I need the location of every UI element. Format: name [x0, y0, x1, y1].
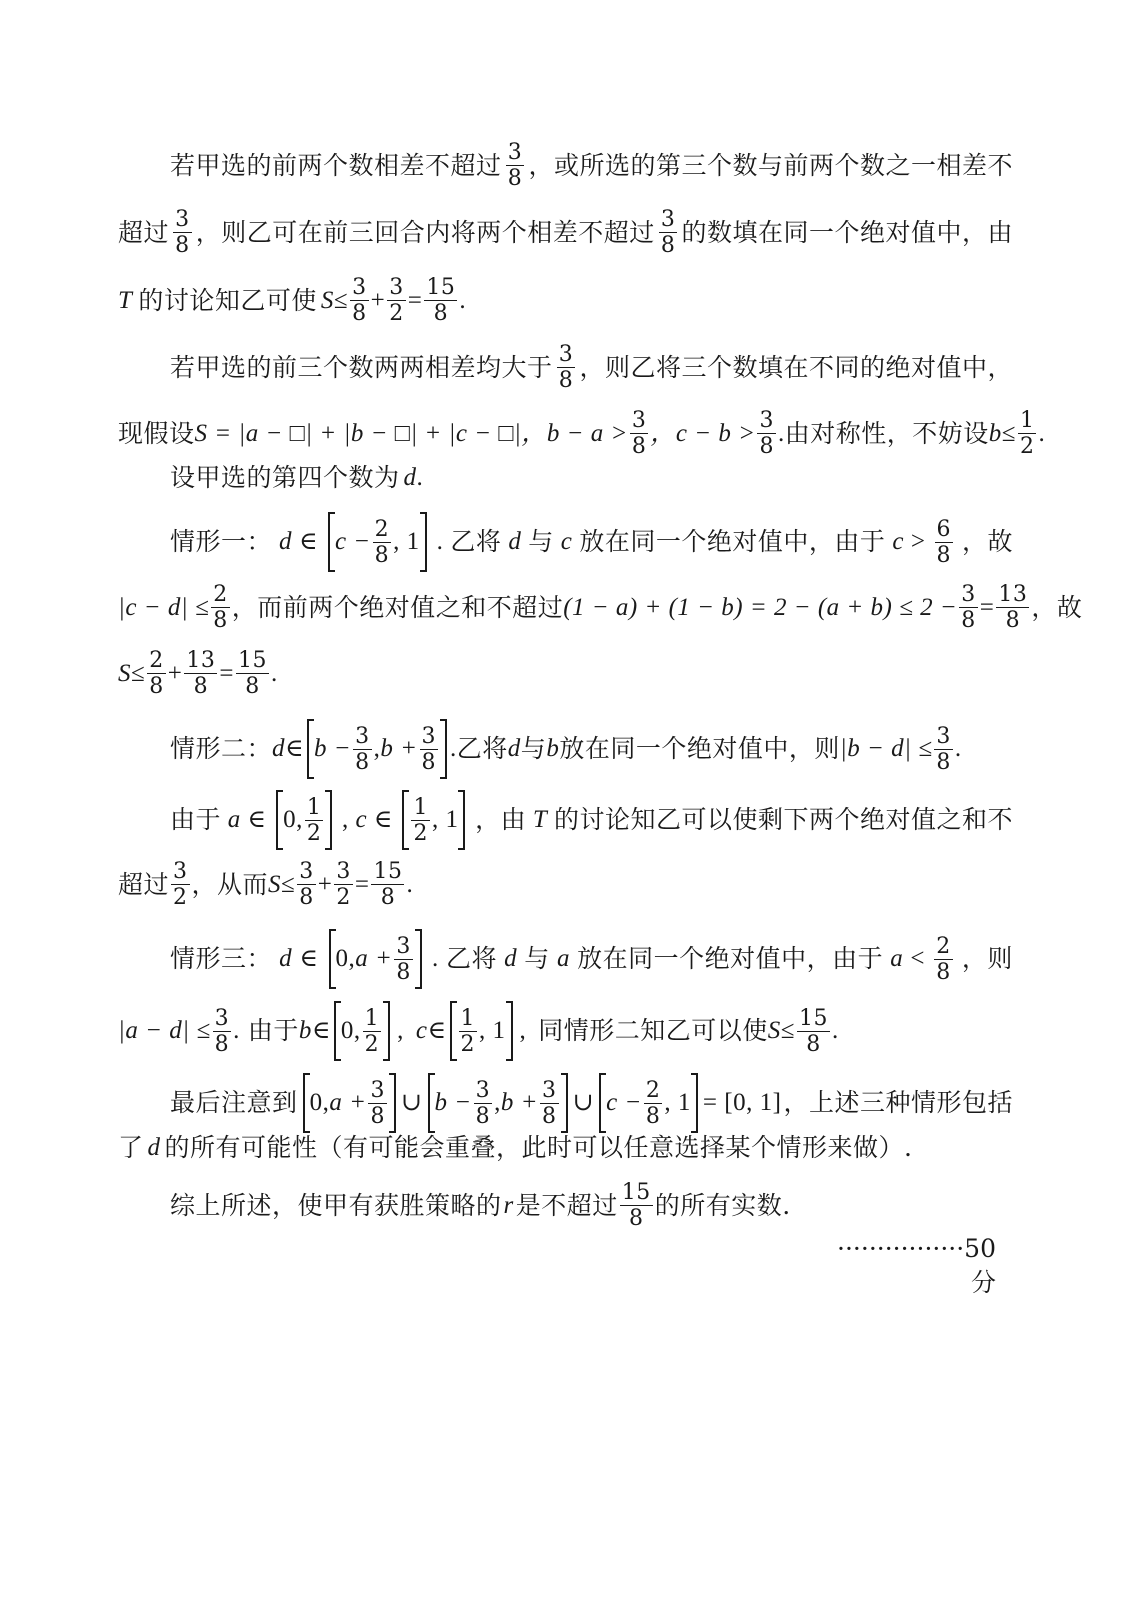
fraction: $\frac{15}{8}$	[799, 1005, 828, 1057]
period: .	[270, 659, 278, 687]
zero-comma: 0,	[283, 806, 303, 833]
zero-comma: 0,	[335, 945, 356, 972]
interval-bracket	[276, 790, 332, 850]
case3-label: 情形三：	[170, 944, 273, 973]
text-line-16	[118, 1131, 1013, 1165]
l5-text-a: 现假设	[118, 418, 195, 448]
var-d: d	[278, 528, 292, 555]
l7-text-b: 乙将	[450, 527, 502, 556]
fraction: $\frac{3}{8}$	[352, 275, 367, 326]
l13-text-e: ，则	[961, 944, 1013, 973]
eq-sign: =	[407, 286, 423, 314]
l4-text-b: ，则乙将三个数填在不同的绝对值中，	[579, 352, 1013, 382]
l12-text-a: 超过	[118, 869, 170, 899]
var-d: d	[279, 945, 293, 972]
fraction: $\frac{3}{8}$	[421, 723, 437, 775]
c-minus: c −	[606, 1089, 642, 1116]
fraction: $\frac{15}{8}$	[621, 1180, 651, 1231]
plus-sign: +	[370, 286, 386, 314]
l13-text-d: 放在同一个绝对值中，由于	[577, 944, 884, 973]
text-line-9	[118, 648, 1013, 699]
b-plus: b +	[500, 1089, 539, 1116]
b-plus: b +	[380, 735, 418, 762]
l1-text-b: ，或所选的第三个数与前两个数之一相差不	[528, 150, 1013, 180]
interval-bracket	[428, 1073, 568, 1133]
fraction: $\frac{3}{8}$	[475, 1077, 491, 1129]
fraction: $\frac{3}{8}$	[558, 342, 574, 393]
fraction: $\frac{3}{8}$	[175, 207, 190, 258]
l11-text-b: ，由	[475, 805, 527, 834]
fraction: $\frac{15}{8}$	[373, 859, 403, 910]
c-minus: c −	[334, 528, 371, 555]
comma-one: , 1	[393, 528, 420, 555]
text-line-17	[170, 1180, 1013, 1231]
var-c: c	[560, 528, 573, 555]
b-minus: b −	[314, 735, 352, 762]
var-d: d	[508, 528, 522, 555]
le-sign: ≤	[131, 659, 146, 687]
b-minus-a: b − a >	[546, 419, 628, 447]
fraction: $\frac{2}{8}$	[149, 648, 164, 699]
var-c: c	[415, 1017, 428, 1044]
in-sign: ∈	[285, 735, 305, 762]
l17-text-b: 是不超过	[515, 1190, 618, 1220]
period: .	[459, 286, 467, 314]
in-sign: ∈	[311, 1017, 331, 1044]
l5-text-b: 由对称性，不妨设	[784, 418, 989, 448]
interval-bracket	[307, 719, 447, 779]
case1-label: 情形一：	[170, 527, 273, 556]
a-plus: a +	[329, 1089, 367, 1116]
l10-text-b: 乙将	[456, 734, 508, 763]
l6-text: 设甲选的第四个数为	[170, 463, 400, 492]
text-line-3	[118, 275, 1013, 326]
score-label: ················50 分	[837, 1234, 996, 1297]
text-line-1	[170, 140, 1013, 191]
l11-text-a: 由于	[170, 805, 222, 834]
abs-a-d: |a − d| ≤	[118, 1017, 211, 1044]
s-definition: S = |a − □| + |b − □| + |c − □|，	[194, 419, 547, 447]
l12-text-b: ，从而	[191, 869, 269, 899]
var-b: b	[546, 735, 560, 762]
comma-one: , 1	[431, 806, 459, 833]
comma-one: , 1	[664, 1089, 691, 1116]
var-c: c	[355, 806, 368, 833]
c-minus-b: ，c − b >	[650, 419, 756, 447]
eq-sign: =	[979, 593, 995, 621]
abs-b-d: |b − d| ≤	[839, 735, 933, 762]
fraction: $\frac{2}{8}$	[374, 516, 390, 568]
eq-sign: =	[219, 659, 234, 687]
in-sign: ∈	[299, 945, 319, 972]
l2-text-b: ，则乙可在前三回合内将两个相差不超过	[195, 217, 655, 247]
l14-text-a: 由于	[247, 1016, 299, 1045]
fraction: $\frac{1}{2}$	[413, 794, 428, 846]
var-S: S	[767, 1017, 781, 1044]
l10-text-d: 放在同一个绝对值中，则	[559, 734, 840, 763]
l2-text-a: 超过	[118, 217, 170, 247]
le-sign: ≤	[281, 870, 296, 898]
l8-text-b: ，故	[1031, 592, 1083, 622]
var-T: T	[532, 806, 548, 833]
text-line-15	[170, 1073, 1013, 1133]
union-sign: ∪	[401, 1089, 423, 1116]
period: .	[416, 464, 424, 491]
fraction: $\frac{15}{8}$	[426, 275, 456, 326]
l17-text-c: 的所有实数.	[654, 1190, 791, 1220]
fraction: $\frac{15}{8}$	[237, 648, 267, 699]
period: .	[832, 1017, 839, 1044]
fraction: $\frac{3}{8}$	[214, 1005, 230, 1057]
l7-text-d: 放在同一个绝对值中，由于	[579, 527, 886, 556]
expr-sum: (1 − a) + (1 − b) = 2 − (a + b) ≤ 2 −	[563, 593, 958, 621]
dot: .	[777, 419, 785, 447]
var-c: c	[892, 528, 904, 555]
fraction: $\frac{2}{8}$	[213, 582, 228, 633]
le-sign: ≤	[333, 286, 349, 314]
interval-bracket	[450, 1001, 513, 1061]
fraction: $\frac{3}{8}$	[631, 408, 647, 459]
b-minus: b −	[434, 1089, 472, 1116]
var-S: S	[268, 870, 282, 898]
l1-text-a: 若甲选的前两个数相差不超过	[170, 150, 502, 180]
dot: .	[233, 1017, 240, 1044]
case2-label: 情形二：	[170, 734, 273, 763]
var-d: d	[504, 945, 518, 972]
interval-bracket	[329, 929, 422, 989]
interval-bracket	[328, 512, 427, 572]
dot: .	[450, 735, 457, 762]
var-b: b	[988, 419, 1002, 447]
l16-text-a: 了	[118, 1133, 144, 1162]
l8-text-a: ，而前两个绝对值之和不超过	[231, 592, 564, 622]
var-b: b	[298, 1017, 312, 1044]
l11-text-c: 的讨论知乙可以使剩下两个绝对值之和不	[553, 805, 1013, 834]
union-result: = [0, 1]	[702, 1089, 782, 1116]
text-line-8	[118, 582, 1083, 633]
zero-comma: 0,	[340, 1017, 361, 1044]
text-line-10	[170, 719, 1013, 779]
a-plus: a +	[355, 945, 393, 972]
zero-comma: 0,	[309, 1089, 330, 1116]
l2-text-c: 的数填在同一个绝对值中，由	[681, 217, 1013, 247]
var-a: a	[227, 806, 241, 833]
gt-sign: >	[910, 528, 926, 555]
comma: ,	[342, 806, 349, 833]
comma: ,	[373, 735, 381, 762]
l14-text-b: 同情形二知乙可以使	[538, 1016, 768, 1045]
in-sign: ∈	[247, 806, 267, 833]
fraction: $\frac{13}{8}$	[186, 648, 216, 699]
fraction: $\frac{2}{8}$	[645, 1077, 661, 1129]
comma: ,	[519, 1017, 527, 1044]
fraction: $\frac{1}{2}$	[460, 1005, 475, 1057]
period: .	[954, 735, 962, 762]
var-d: d	[403, 464, 417, 491]
period: .	[1038, 419, 1046, 447]
interval-bracket	[334, 1001, 390, 1061]
le-sign: ≤	[780, 1017, 795, 1044]
l15-text-b: ，上述三种情形包括	[783, 1088, 1013, 1117]
interval-bracket	[599, 1073, 698, 1133]
l4-text-a: 若甲选的前三个数两两相差均大于	[170, 352, 553, 382]
text-line-2	[118, 207, 1013, 258]
text-line-14	[118, 1001, 1013, 1061]
text-line-4	[170, 342, 1013, 393]
dot: .	[432, 945, 439, 972]
le-sign: ≤	[1001, 419, 1016, 447]
fraction: $\frac{1}{2}$	[306, 794, 322, 846]
in-sign: ∈	[427, 1017, 447, 1044]
l16-text-b: 的所有可能性（有可能会重叠，此时可以任意选择某个情形来做）.	[164, 1133, 913, 1162]
interval-bracket	[303, 1073, 396, 1133]
var-r: r	[503, 1191, 514, 1219]
comma: ,	[397, 1017, 404, 1044]
fraction: $\frac{3}{2}$	[336, 859, 351, 910]
lt-sign: <	[910, 945, 926, 972]
var-d: d	[507, 735, 521, 762]
var-S: S	[320, 286, 334, 314]
var-a: a	[890, 945, 904, 972]
fraction: $\frac{1}{2}$	[364, 1005, 380, 1057]
var-T: T	[118, 286, 133, 314]
fraction: $\frac{3}{8}$	[507, 140, 523, 191]
text-line-12	[118, 859, 1013, 910]
fraction: $\frac{1}{2}$	[1019, 408, 1035, 459]
fraction: $\frac{3}{8}$	[396, 933, 411, 985]
text-line-13	[170, 929, 1013, 989]
in-sign: ∈	[298, 528, 318, 555]
l15-text-a: 最后注意到	[170, 1088, 298, 1117]
abs-c-d: |c − d| ≤	[118, 593, 210, 621]
comma: ,	[494, 1089, 501, 1116]
fraction: $\frac{3}{8}$	[542, 1077, 557, 1129]
fraction: $\frac{3}{2}$	[173, 859, 188, 910]
dot: .	[436, 528, 444, 555]
var-a: a	[556, 945, 570, 972]
fraction: $\frac{13}{8}$	[998, 582, 1028, 633]
text-line-11	[170, 790, 1013, 850]
in-sign: ∈	[373, 806, 393, 833]
plus-sign: +	[167, 659, 183, 687]
fraction: $\frac{3}{8}$	[370, 1077, 385, 1129]
l3-text: 的讨论知乙可使	[138, 285, 317, 315]
fraction: $\frac{3}{8}$	[759, 408, 774, 459]
eq-sign: =	[354, 870, 370, 898]
comma-one: , 1	[479, 1017, 506, 1044]
text-line-5	[118, 408, 1046, 459]
l17-text-a: 综上所述，使甲有获胜策略的	[170, 1190, 502, 1220]
l7-text-c: 与	[528, 527, 554, 556]
text-line-6	[170, 461, 1013, 495]
fraction: $\frac{3}{8}$	[299, 859, 314, 910]
fraction: $\frac{3}{2}$	[389, 275, 404, 326]
fraction: $\frac{2}{8}$	[936, 933, 951, 985]
plus-sign: +	[317, 870, 333, 898]
interval-bracket	[402, 790, 465, 850]
text-line-7	[170, 512, 1013, 572]
l7-text-e: ，故	[961, 527, 1013, 556]
union-sign: ∪	[572, 1089, 595, 1116]
period: .	[406, 870, 414, 898]
var-d: d	[272, 735, 286, 762]
l10-text-c: 与	[520, 734, 547, 763]
l13-text-b: 乙将	[445, 944, 497, 973]
fraction: $\frac{3}{8}$	[936, 723, 951, 775]
l13-text-c: 与	[524, 944, 550, 973]
var-S: S	[118, 659, 131, 687]
fraction: $\frac{6}{8}$	[936, 516, 951, 568]
fraction: $\frac{3}{8}$	[961, 582, 976, 633]
fraction: $\frac{3}{8}$	[660, 207, 676, 258]
var-d: d	[147, 1134, 161, 1161]
fraction: $\frac{3}{8}$	[355, 723, 370, 775]
